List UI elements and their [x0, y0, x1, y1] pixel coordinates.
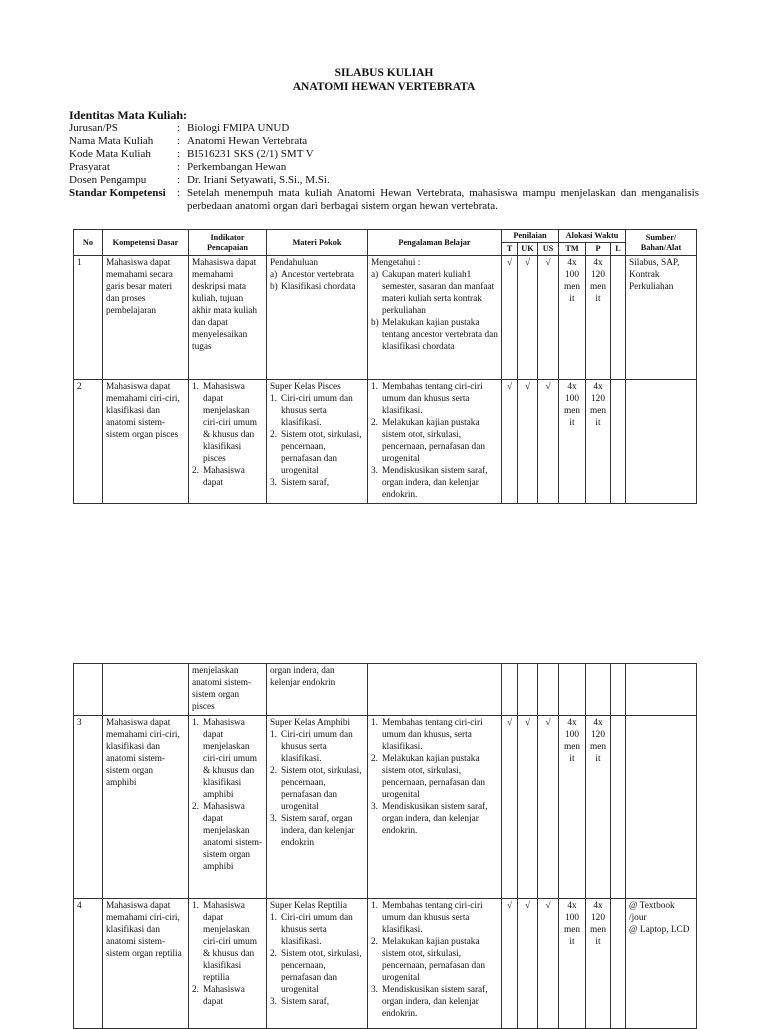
cell-tm: 4x 100 men it	[559, 380, 586, 504]
cell-us: √	[538, 899, 559, 1029]
list-marker: a)	[371, 270, 379, 280]
cell-intro: Pendahuluan	[270, 258, 319, 268]
cell-list	[192, 381, 263, 489]
list-item	[192, 984, 263, 1008]
list-text: Cakupan materi kuliah1 semester, sasaran dan manfaat materi kuliah serta kontrak perkuliahan	[382, 270, 495, 316]
cell-t: √	[502, 380, 518, 504]
list-marker: 1.	[192, 382, 199, 392]
cell-pengalaman	[368, 716, 502, 899]
cell-uk: √	[518, 899, 538, 1029]
list-marker: 2.	[371, 937, 378, 947]
list-marker: 1.	[371, 382, 378, 392]
identity-value: Perkembangan Hewan	[187, 161, 287, 173]
cell-tm	[559, 664, 586, 716]
cell-l	[611, 716, 626, 899]
cell-uk	[518, 664, 538, 716]
list-item	[192, 900, 263, 984]
table-row	[74, 899, 697, 1029]
cell-us: √	[538, 256, 559, 380]
cell-intro: Super Kelas Amphibi	[270, 718, 351, 728]
list-text: Sistem otot, sirkulasi, pencernaan, pernafasan dan urogenital	[281, 430, 362, 476]
identity-value: Dr. Iriani Setyawati, S.Si., M.Si.	[187, 174, 330, 186]
list-text: Ciri-ciri umum dan khusus serta klasifikasi.	[281, 730, 353, 764]
table-row	[74, 716, 697, 899]
subcol-tm: TM	[559, 243, 586, 256]
list-item	[371, 900, 498, 936]
list-item	[270, 912, 364, 948]
identity-label: Dosen Pengampu	[69, 174, 147, 186]
identity-row	[69, 161, 699, 174]
cell-p: 4x 120 men it	[586, 899, 611, 1029]
list-item	[371, 717, 498, 753]
identity-colon: :	[177, 148, 181, 160]
list-marker: 2.	[192, 802, 199, 812]
cell-materi	[267, 899, 368, 1029]
cell-list	[192, 257, 263, 353]
identity-value: Biologi FMIPA UNUD	[187, 122, 290, 134]
document-title: SILABUS KULIAH	[334, 67, 434, 79]
cell-intro: Mengetahui :	[371, 258, 421, 268]
cell-pengalaman	[368, 899, 502, 1029]
list-marker: 2.	[192, 466, 199, 476]
list-item	[192, 717, 263, 801]
list-text: Melakukan kajian pustaka sistem otot, sirkulasi, pencernaan, pernafasan dan urogenital	[382, 937, 485, 983]
cell-tm: 4x 100 men it	[559, 716, 586, 899]
identity-value: Anatomi Hewan Vertebrata	[187, 135, 308, 147]
col-pengalaman-header: Pengalaman Belajar	[368, 230, 502, 256]
cell-t: √	[502, 899, 518, 1029]
identity-colon: :	[177, 135, 181, 147]
identity-heading: Identitas Mata Kuliah:	[69, 108, 188, 122]
col-penilaian-header: Penilaian	[502, 230, 559, 243]
syllabus-table-page2	[73, 663, 697, 1029]
cell-sumber: Silabus, SAP, Kontrak Perkuliahan	[626, 256, 697, 380]
col-materi-header: Materi Pokok	[267, 230, 368, 256]
list-text: Ciri-ciri umum dan khusus serta klasifikasi.	[281, 394, 353, 428]
cell-uk: √	[518, 256, 538, 380]
cell-materi	[267, 716, 368, 899]
list-item	[371, 269, 498, 317]
table-row	[74, 256, 697, 380]
cell-t: √	[502, 716, 518, 899]
list-marker: 2.	[270, 949, 277, 959]
list-item	[270, 813, 364, 849]
document-subtitle: ANATOMI HEWAN VERTEBRATA	[292, 81, 476, 93]
identity-label: Prasyarat	[69, 161, 110, 173]
cell-us	[538, 664, 559, 716]
list-item	[371, 753, 498, 801]
list-text: Membahas tentang ciri-ciri umum dan khusus, serta klasifikasi.	[382, 718, 483, 752]
cell-t: √	[502, 256, 518, 380]
list-item	[270, 393, 364, 429]
cell-list	[371, 900, 498, 1020]
cell-tm: 4x 100 men it	[559, 899, 586, 1029]
identity-row	[69, 148, 699, 161]
cell-pengalaman	[368, 380, 502, 504]
cell-no	[74, 664, 103, 716]
cell-uk: √	[518, 380, 538, 504]
cell-materi	[267, 664, 368, 716]
list-marker: 3.	[371, 985, 378, 995]
identity-label: Kode Mata Kuliah	[69, 148, 151, 160]
list-text: Mahasiswa dapat	[203, 466, 245, 488]
list-item	[371, 417, 498, 465]
cell-list	[192, 665, 263, 713]
cell-pengalaman	[368, 256, 502, 380]
list-text: Sistem otot, sirkulasi, pencernaan, pernafasan dan urogenital	[281, 949, 362, 995]
list-text: Mahasiswa dapat memahami deskripsi mata kuliah, tujuan akhir mata kuliah dan dapat menyelesaikan tugas	[192, 258, 258, 352]
list-marker: 2.	[270, 766, 277, 776]
list-item	[270, 477, 364, 489]
list-marker: 2.	[371, 754, 378, 764]
subcol-l: L	[611, 243, 626, 256]
cell-p: 4x 120 men it	[586, 256, 611, 380]
cell-indikator	[189, 716, 267, 899]
list-marker: 1.	[371, 901, 378, 911]
list-text: Mendiskusikan sistem saraf, organ indera, dan kelenjar endokrin.	[382, 802, 488, 836]
list-marker: 2.	[371, 418, 378, 428]
cell-list	[192, 717, 263, 873]
cell-kompetensi: Mahasiswa dapat memahami ciri-ciri, klasifikasi dan anatomi sistem-sistem organ reptilia	[103, 899, 189, 1029]
list-text: Membahas tentang ciri-ciri umum dan khusus serta klasifikasi.	[382, 901, 483, 935]
list-marker: 3.	[371, 802, 378, 812]
list-item	[371, 936, 498, 984]
cell-no: 1	[74, 256, 103, 380]
cell-sumber	[626, 664, 697, 716]
identity-row	[69, 187, 699, 213]
col-indikator-header: Indikator Pencapaian	[189, 230, 267, 256]
identity-colon: :	[177, 122, 181, 134]
cell-materi	[267, 380, 368, 504]
cell-l	[611, 380, 626, 504]
cell-us: √	[538, 716, 559, 899]
list-text: Mahasiswa dapat menjelaskan ciri-ciri umum & khusus dan klasifikasi pisces	[203, 382, 257, 464]
list-marker: 3.	[270, 997, 277, 1007]
cell-sumber	[626, 716, 697, 899]
cell-indikator	[189, 664, 267, 716]
cell-intro: organ indera, dan kelenjar endokrin	[270, 666, 336, 688]
cell-l	[611, 664, 626, 716]
cell-list	[270, 393, 364, 489]
cell-pengalaman	[368, 664, 502, 716]
cell-no: 4	[74, 899, 103, 1029]
cell-indikator	[189, 380, 267, 504]
cell-sumber	[626, 380, 697, 504]
list-item	[192, 801, 263, 873]
list-item	[371, 801, 498, 837]
list-marker: 3.	[371, 466, 378, 476]
identity-value: BI516231 SKS (2/1) SMT V	[187, 148, 314, 160]
list-text: Sistem otot, sirkulasi, pencernaan, pernafasan dan urogenital	[281, 766, 362, 812]
list-item	[192, 381, 263, 465]
list-text: menjelaskan anatomi sistem-sistem organ pisces	[192, 666, 252, 712]
list-item	[371, 317, 498, 353]
identity-colon: :	[177, 174, 181, 186]
list-marker: 2.	[270, 430, 277, 440]
cell-uk: √	[518, 716, 538, 899]
cell-list	[371, 381, 498, 501]
list-marker: 1.	[192, 718, 199, 728]
list-text: Mahasiswa dapat menjelaskan anatomi sistem-sistem organ amphibi	[203, 802, 263, 872]
cell-p	[586, 664, 611, 716]
cell-us: √	[538, 380, 559, 504]
cell-tm: 4x 100 men it	[559, 256, 586, 380]
subcol-us: US	[538, 243, 559, 256]
identity-rows	[69, 122, 699, 213]
list-text: Ancestor vertebrata	[281, 270, 355, 280]
list-marker: 1.	[270, 394, 277, 404]
cell-list	[371, 717, 498, 837]
list-item	[192, 465, 263, 489]
list-text: Mahasiswa dapat menjelaskan ciri-ciri umum & khusus dan klasifikasi amphibi	[203, 718, 257, 800]
list-marker: a)	[270, 270, 278, 280]
cell-indikator	[189, 256, 267, 380]
cell-l	[611, 256, 626, 380]
list-item	[270, 429, 364, 477]
syllabus-table-page1	[73, 229, 697, 504]
cell-indikator	[189, 899, 267, 1029]
table-row	[74, 664, 697, 716]
cell-list	[270, 729, 364, 849]
list-text: Melakukan kajian pustaka tentang ancestor vertebrata dan klasifikasi chordata	[382, 318, 498, 352]
list-text: Melakukan kajian pustaka sistem otot, sirkulasi, pencernaan, pernafasan dan urogenital	[382, 754, 485, 800]
identity-row	[69, 174, 699, 187]
cell-no: 3	[74, 716, 103, 899]
identity-colon: :	[177, 161, 181, 173]
list-item	[270, 765, 364, 813]
list-item	[270, 269, 364, 281]
cell-p: 4x 120 men it	[586, 380, 611, 504]
list-marker: 1.	[192, 901, 199, 911]
cell-materi	[267, 256, 368, 380]
identity-label: Standar Kompetensi	[69, 187, 166, 199]
cell-l	[611, 899, 626, 1029]
subcol-p: P	[586, 243, 611, 256]
list-item	[270, 281, 364, 293]
cell-kompetensi: Mahasiswa dapat memahami ciri-ciri, klasifikasi dan anatomi sistem-sistem organ amphibi	[103, 716, 189, 899]
cell-kompetensi: Mahasiswa dapat memahami secara garis besar materi dan proses pembelajaran	[103, 256, 189, 380]
list-item	[270, 996, 364, 1008]
table-body-page1	[74, 256, 697, 504]
list-item	[192, 257, 263, 353]
list-marker: 3.	[270, 814, 277, 824]
list-marker: 2.	[192, 985, 199, 995]
list-text: Mendiskusikan sistem saraf, organ indera, dan kelenjar endokrin.	[382, 466, 488, 500]
cell-kompetensi: Mahasiswa dapat memahami ciri-ciri, klasifikasi dan anatomi sistem-sistem organ pisces	[103, 380, 189, 504]
list-text: Sistem saraf, organ indera, dan kelenjar endokrin	[281, 814, 355, 848]
col-sumber-header: Sumber/ Bahan/Alat	[626, 230, 697, 256]
list-marker: 3.	[270, 478, 277, 488]
cell-intro: Super Kelas Reptilia	[270, 901, 347, 911]
list-text: Mahasiswa dapat	[203, 985, 245, 1007]
col-no-header: No	[74, 230, 103, 256]
subcol-uk: UK	[518, 243, 538, 256]
cell-list	[270, 269, 364, 293]
identity-label: Jurusan/PS	[69, 122, 118, 134]
identity-row	[69, 122, 699, 135]
list-text: Sistem saraf,	[281, 478, 330, 488]
list-text: Sistem saraf,	[281, 997, 330, 1007]
cell-list	[371, 269, 498, 353]
list-text: Mahasiswa dapat menjelaskan ciri-ciri umum & khusus dan klasifikasi reptilia	[203, 901, 257, 983]
identity-value: Setelah menempuh mata kuliah Anatomi Hewan Vertebrata, mahasiswa mampu menjelaskan dan menganalisis perbedaan anatomi organ dari berbagai sistem organ hewan vertebrata.	[187, 187, 699, 212]
cell-no: 2	[74, 380, 103, 504]
identity-colon: :	[177, 187, 181, 199]
list-item	[371, 465, 498, 501]
col-kompetensi-header: Kompetensi Dasar	[103, 230, 189, 256]
list-text: Melakukan kajian pustaka sistem otot, sirkulasi, pencernaan, pernafasan dan urogenital	[382, 418, 485, 464]
cell-list	[270, 912, 364, 1008]
list-item	[270, 729, 364, 765]
list-item	[371, 381, 498, 417]
identity-label: Nama Mata Kuliah	[69, 135, 154, 147]
cell-sumber: @ Textbook /jour @ Laptop, LCD	[626, 899, 697, 1029]
cell-list	[192, 900, 263, 1008]
list-marker: b)	[371, 318, 379, 328]
list-text: Membahas tentang ciri-ciri umum dan khusus serta klasifikasi.	[382, 382, 483, 416]
list-marker: 1.	[371, 718, 378, 728]
subcol-t: T	[502, 243, 518, 256]
cell-kompetensi	[103, 664, 189, 716]
list-marker: 1.	[270, 913, 277, 923]
cell-intro: Super Kelas Pisces	[270, 382, 341, 392]
list-item	[270, 948, 364, 996]
course-identity	[69, 109, 699, 213]
list-item	[192, 665, 263, 713]
list-item	[371, 984, 498, 1020]
cell-t	[502, 664, 518, 716]
cell-p: 4x 120 men it	[586, 716, 611, 899]
identity-row	[69, 135, 699, 148]
table-body-page2	[74, 664, 697, 1029]
list-text: Klasifikasi chordata	[281, 282, 356, 292]
list-text: Ciri-ciri umum dan khusus serta klasifikasi.	[281, 913, 353, 947]
table-row	[74, 380, 697, 504]
list-text: Mendiskusikan sistem saraf, organ indera, dan kelenjar endokrin.	[382, 985, 488, 1019]
list-marker: b)	[270, 282, 278, 292]
col-alokasi-header: Alokasi Waktu	[559, 230, 626, 243]
list-marker: 1.	[270, 730, 277, 740]
